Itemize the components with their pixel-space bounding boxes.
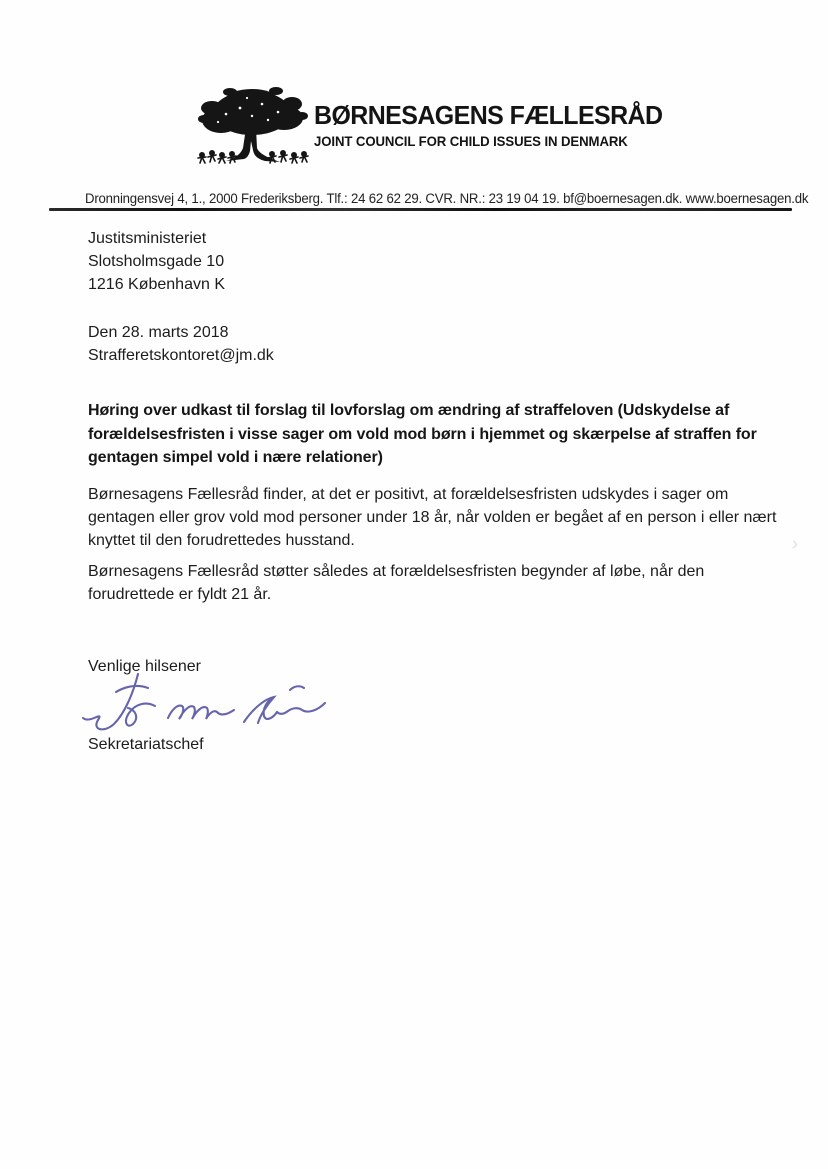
tree-logo-icon xyxy=(192,86,312,170)
recipient-line: 1216 København K xyxy=(88,276,225,293)
body-paragraph: Børnesagens Fællesråd støtter således at forældelsesfristen begynder af løbe, når den forudrettede er fyldt 21 år. xyxy=(88,563,705,603)
salutation: Venlige hilsener xyxy=(88,658,201,675)
recipient-line: Slotsholmsgade 10 xyxy=(88,253,225,270)
recipient-line: Justitsministeriet xyxy=(88,230,207,247)
org-name: BØRNESAGENS FÆLLESRÅD xyxy=(314,100,663,130)
scan-artifact-mark: › xyxy=(790,532,800,556)
subject-heading: Høring over udkast til forslag til lovforslag om ændring af straffeloven (Udskydelse af forældelsesfristen i visse sager om vold mod børn i hjemmet og skærpelse af straffen for gentagen simpel vold i nære relationer) xyxy=(88,402,757,466)
org-tagline: JOINT COUNCIL FOR CHILD ISSUES IN DENMARK xyxy=(314,134,628,149)
letterhead-contact-line: Dronningensvej 4, 1., 2000 Frederiksberg. Tlf.: 24 62 62 29. CVR. NR.: 23 19 04 19. bf@boernesagen.dk. www.boernesagen.dk xyxy=(85,191,809,206)
body-paragraph: Børnesagens Fællesråd finder, at det er positivt, at forældelsesfristen udskydes i sager om gentagen eller grov vold mod personer under 18 år, når volden er begået af en person i eller nært knyttet til den forudrettedes husstand. xyxy=(88,486,777,549)
letterhead-divider xyxy=(49,208,792,211)
email-line: Strafferetskontoret@jm.dk xyxy=(88,347,274,364)
handwritten-signature xyxy=(76,666,328,742)
signer-title: Sekretariatschef xyxy=(88,736,204,753)
date-line: Den 28. marts 2018 xyxy=(88,324,229,341)
date-email-block xyxy=(88,321,274,367)
letterhead xyxy=(314,100,677,149)
recipient-address xyxy=(88,227,225,296)
